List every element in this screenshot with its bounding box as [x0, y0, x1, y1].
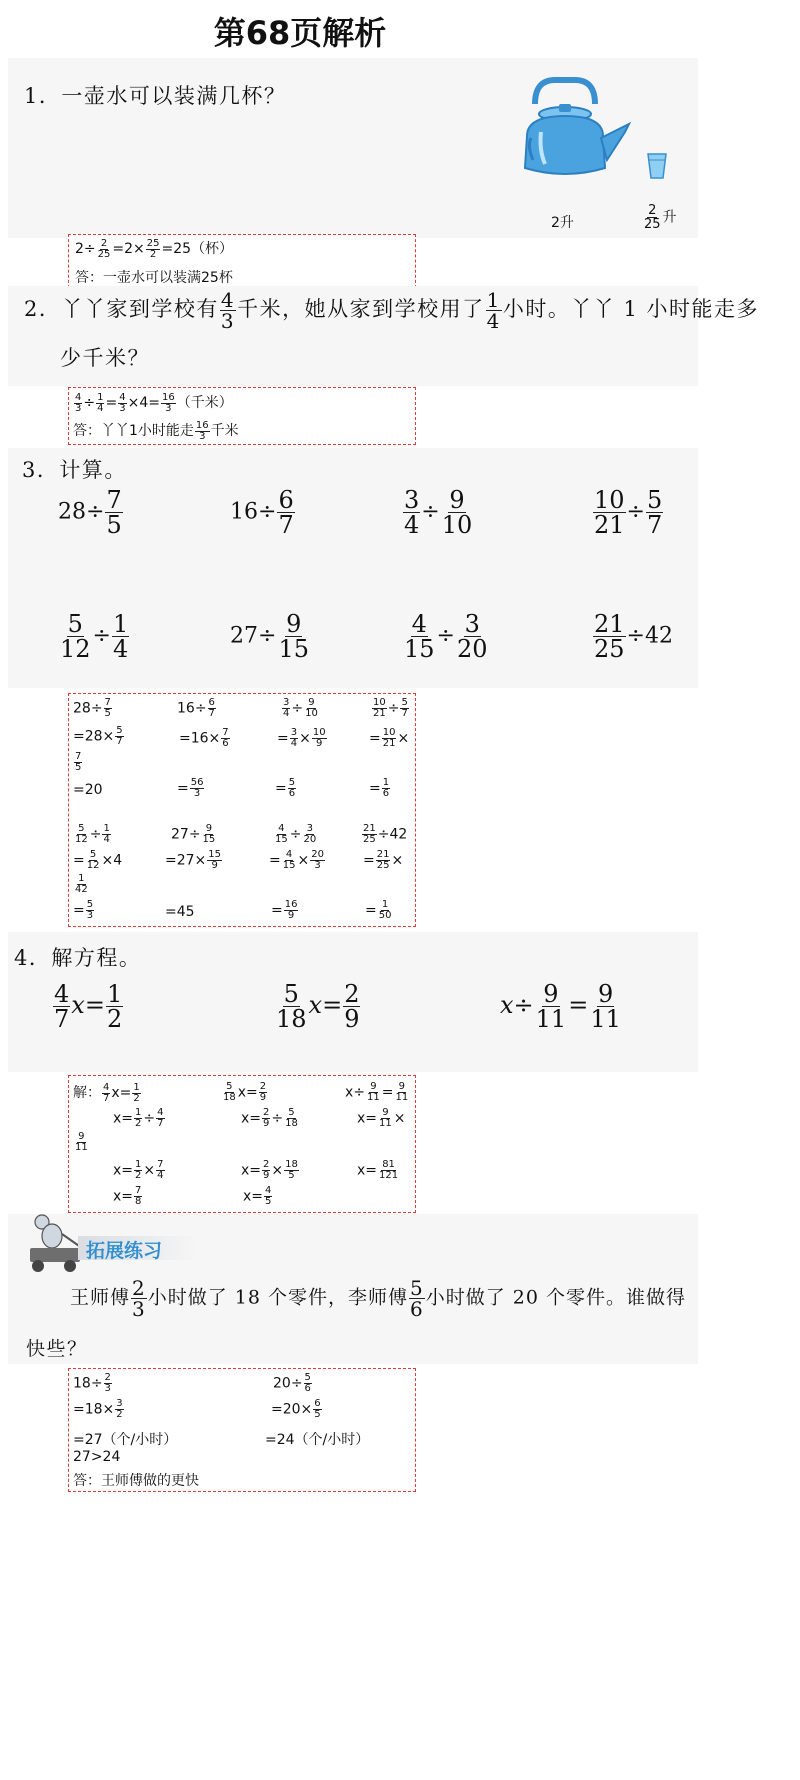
page-title: 第68页解析: [213, 14, 387, 52]
calc-7: $\frac{4}{15}$ ÷ $\frac{3}{20}$: [404, 610, 488, 663]
question-4-panel: [8, 932, 698, 1072]
answer-box-1: 2÷ $\frac{2}{25}$ =2× $\frac{25}{2}$ =25（杯） 答：一壶水可以装满25杯: [68, 234, 416, 288]
cup-label: $\frac{2}{25}$ 升: [644, 203, 677, 232]
question-1-text: 1．一壶水可以装满几杯？: [24, 84, 287, 108]
cup-icon: [646, 152, 668, 180]
question-4-heading: 4．解方程。: [14, 946, 142, 970]
kettle-label: 2升: [551, 215, 574, 231]
question-1-panel: [8, 58, 698, 238]
equation-1: $\frac{4}{7}$ x= $\frac{1}{2}$: [54, 980, 123, 1033]
answer-box-4: 解： $\frac{4}{7}$ x= $\frac{1}{2}$ x= $\frac{1}{2}$ ÷ $\frac{4}{7}$ $\frac{9}{11}$ x= $\frac{1}{2}$ × $\frac{7}{4}$ x= $\frac{7}{8}$ $\frac{5}{18}$ x= $\frac{2}{9}$ x= $\frac{2}{9}$ ÷ $\frac{5}{18}$ x= $\frac{2}{9}$ × $\frac{18}{5}$ x= $\frac{4}{5}$ x÷ $\frac{9}{11}$ = $\frac{9}{11}$ x= $\frac{9}{11}$ × x= $\frac{81}{121}$: [68, 1075, 416, 1213]
equation-2: $\frac{5}{18}$ x= $\frac{2}{9}$: [276, 980, 360, 1033]
calc-6: 27÷ $\frac{9}{15}$: [230, 610, 309, 663]
question-2-text: 2．丫丫家到学校有 $\frac{4}{3}$ 千米，她从家到学校用了 $\frac{1}{4}$ 小时。丫丫 1 小时能走多: [24, 288, 760, 333]
extension-question-line2: 快些？: [26, 1338, 88, 1360]
answer-1-conclusion: 答：一壶水可以装满25杯: [75, 270, 233, 286]
extension-panel: [8, 1214, 698, 1364]
question-3-heading: 3．计算。: [22, 458, 127, 482]
extension-badge-label: 拓展练习: [86, 1240, 163, 1262]
question-2-panel: [8, 286, 760, 386]
answer-box-3: 28÷ $\frac{7}{5}$ =28× $\frac{5}{7}$ $\frac{7}{5}$ =20 16÷ $\frac{6}{7}$ =16× $\frac{7}{6}$ = $\frac{56}{3}$ $\frac{3}{4}$ ÷ $\frac{9}{10}$ = $\frac{3}{4}$ × $\frac{10}{9}$ = $\frac{5}{6}$ $\frac{10}{21}$ ÷ $\frac{5}{7}$ = $\frac{10}{21}$ × = $\frac{1}{6}$ $\frac{5}{12}$ ÷ $\frac{1}{4}$ = $\frac{5}{12}$ ×4 $\frac{1}{42}$ = $\frac{5}{3}$ 27÷ $\frac{9}{15}$ =27× $\frac{15}{9}$ =45 $\frac{4}{15}$ ÷ $\frac{3}{20}$ = $\frac{4}{15}$ × $\frac{20}{3}$ = $\frac{16}{9}$ $\frac{21}{25}$ ÷42 = $\frac{21}{25}$ × = $\frac{1}{50}$: [68, 693, 416, 927]
answer-box-extension: 18÷ $\frac{2}{3}$ 20÷ $\frac{5}{6}$ =18× $\frac{3}{2}$ =20× $\frac{6}{5}$ =27（个/小时） =24（个/小时） 27>24 答：王师傅做的更快: [68, 1368, 416, 1492]
answer-box-2: $\frac{4}{3}$ ÷ $\frac{1}{4}$ = $\frac{4}{3}$ ×4= $\frac{16}{3}$ （千米） 答：丫丫1小时能走 $\frac{16}{3}$ 千米: [68, 387, 416, 445]
calc-1: 28÷ $\frac{7}{5}$: [58, 486, 122, 539]
kettle-icon: [513, 76, 633, 180]
question-3-panel: [8, 448, 698, 688]
extension-question-text: 王师傅 $\frac{2}{3}$ 小时做了 18 个零件，李师傅 $\frac{5}{6}$ 小时做了 20 个零件。谁做得: [70, 1276, 687, 1321]
calc-5: $\frac{5}{12}$ ÷ $\frac{1}{4}$: [60, 610, 129, 663]
calc-8: $\frac{21}{25}$ ÷42: [594, 610, 673, 663]
calc-2: 16÷ $\frac{6}{7}$: [230, 486, 294, 539]
calc-4: $\frac{10}{21}$ ÷ $\frac{5}{7}$: [594, 486, 663, 539]
calc-3: $\frac{3}{4}$ ÷ $\frac{9}{10}$: [404, 486, 473, 539]
question-2-text-line2: 少千米？: [60, 346, 150, 370]
equation-3: x÷ $\frac{9}{11}$ = $\frac{9}{11}$: [500, 980, 621, 1033]
